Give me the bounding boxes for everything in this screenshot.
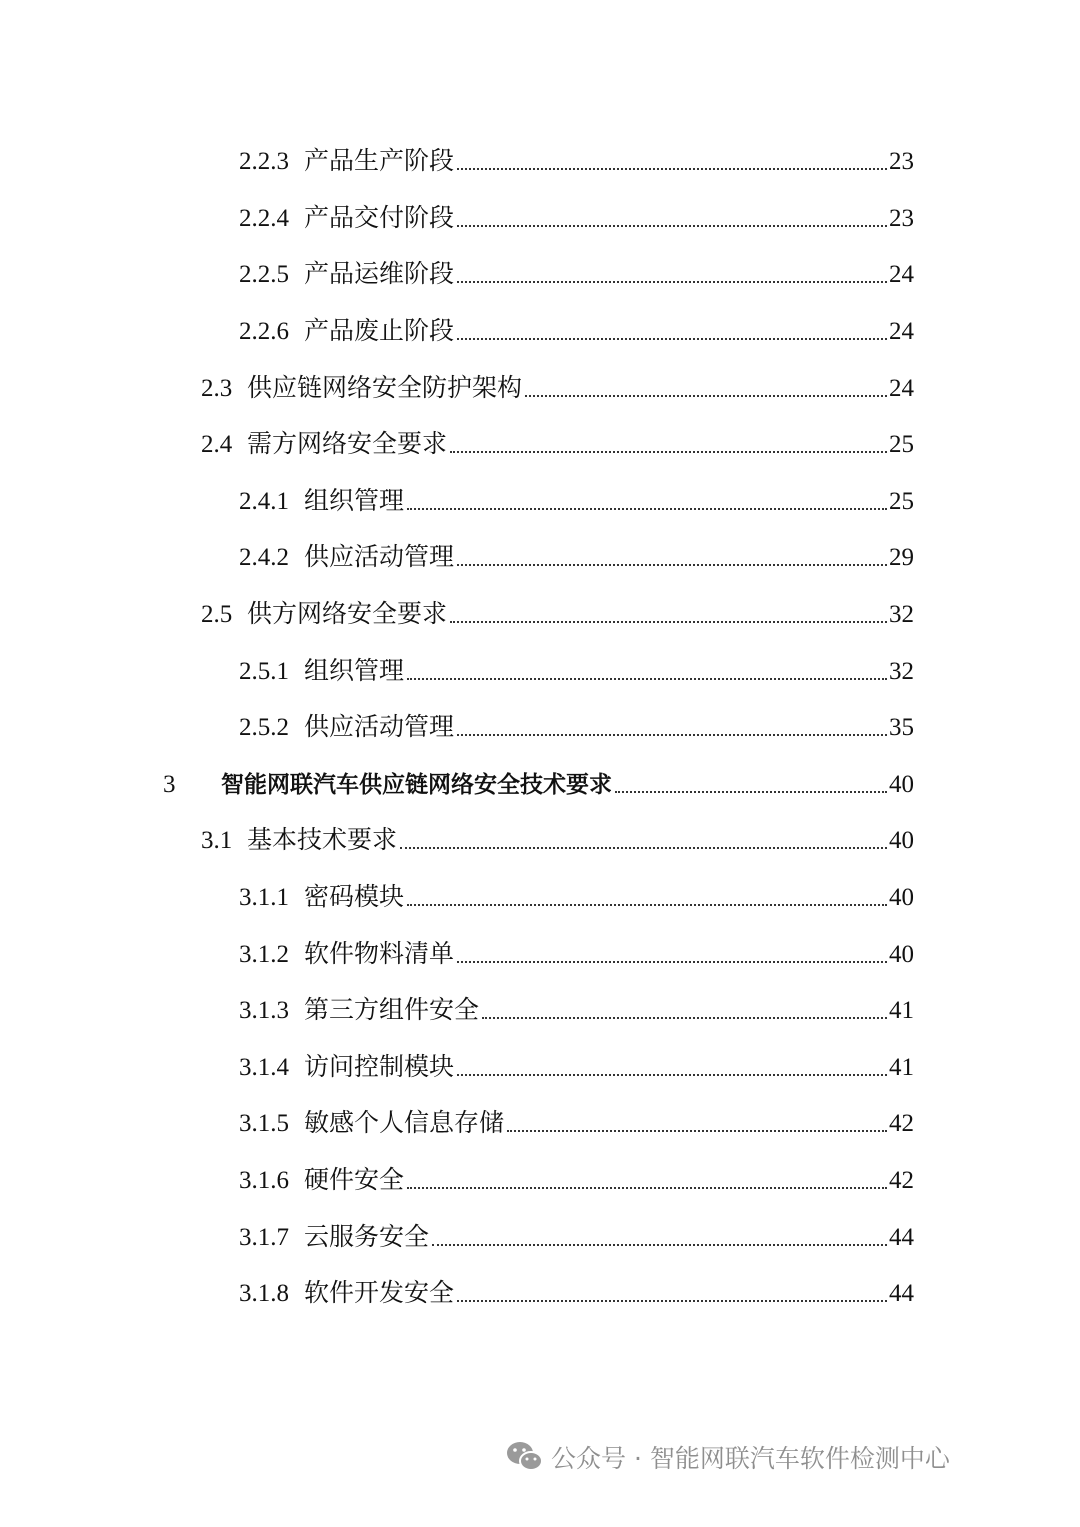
dot-leader [407,1187,887,1189]
toc-entry-page: 29 [889,544,914,571]
toc-entry-title: 供应链网络安全防护架构 [247,375,523,402]
toc-entry-number: 3.1.1 [239,884,289,911]
toc-entry-number: 2.5.1 [239,658,289,685]
toc-entry[interactable] [239,194,914,234]
toc-entry-page: 32 [889,601,914,628]
toc-entry-page: 42 [889,1167,914,1194]
toc-entry[interactable] [201,590,914,630]
toc-entry-number: 3.1.8 [239,1280,289,1307]
toc-entry[interactable] [239,1099,914,1139]
toc-entry[interactable] [239,1156,914,1196]
toc-entry-number: 3.1 [201,827,233,854]
toc-entry-page: 35 [889,714,914,741]
toc-entry[interactable] [239,137,914,177]
toc-entry-number: 3 [163,771,176,798]
toc-entry-page: 23 [889,205,914,232]
toc-entry-title: 第三方组件安全 [304,997,480,1024]
toc-entry-title: 产品交付阶段 [304,205,455,232]
dot-leader [457,961,887,963]
toc-entry-number: 3.1.7 [239,1224,289,1251]
toc-entry[interactable] [239,1213,914,1253]
toc-entry-number: 2.5 [201,601,233,628]
toc-entry[interactable] [239,1043,914,1083]
toc-entry-title: 软件物料清单 [304,941,455,968]
toc-entry[interactable] [239,647,914,687]
toc-entry-title: 软件开发安全 [304,1280,455,1307]
toc-entry-title: 产品生产阶段 [304,148,455,175]
toc-entry-title: 敏感个人信息存储 [304,1110,505,1137]
dot-leader [407,508,887,510]
toc-entry-number: 2.2.5 [239,261,289,288]
toc-entry[interactable] [239,930,914,970]
toc-entry-number: 2.3 [201,375,233,402]
toc-entry-number: 3.1.4 [239,1054,289,1081]
dot-leader [450,621,887,623]
toc-entry-page: 40 [889,827,914,854]
toc-entry-number: 2.2.6 [239,318,289,345]
toc-entry-title: 智能网联汽车供应链网络安全技术要求 [221,772,612,798]
toc-entry-number: 3.1.3 [239,997,289,1024]
toc-entry[interactable] [239,477,914,517]
toc-entry-title: 密码模块 [304,884,405,911]
toc-entry-title: 需方网络安全要求 [247,431,448,458]
toc-entry-page: 41 [889,997,914,1024]
toc-entry-number: 2.2.3 [239,148,289,175]
dot-leader [457,1074,887,1076]
dot-leader [457,1300,887,1302]
toc-entry[interactable] [201,816,914,856]
dot-leader [432,1244,887,1246]
dot-leader [457,564,887,566]
dot-leader [407,678,887,680]
toc-entry[interactable] [239,250,914,290]
dot-leader [457,338,887,340]
toc-entry[interactable] [239,307,914,347]
toc-entry[interactable] [201,364,914,404]
toc-entry-page: 24 [889,375,914,402]
toc-entry-number: 3.1.6 [239,1167,289,1194]
toc-entry[interactable] [239,703,914,743]
dot-leader [457,281,887,283]
toc-entry[interactable] [163,760,914,800]
toc-entry-page: 25 [889,431,914,458]
toc-entry-title: 硬件安全 [304,1167,405,1194]
toc-entry-title: 基本技术要求 [247,827,398,854]
watermark [505,1437,950,1477]
toc-entry-page: 41 [889,1054,914,1081]
toc-entry[interactable] [239,1269,914,1309]
toc-entry[interactable] [239,533,914,573]
toc-entry-page: 42 [889,1110,914,1137]
toc-entry-number: 2.4.2 [239,544,289,571]
toc-entry-number: 2.4.1 [239,488,289,515]
toc-entry-page: 23 [889,148,914,175]
dot-leader [615,791,887,793]
toc-entry-title: 供方网络安全要求 [247,601,448,628]
toc-entry-number: 2.4 [201,431,233,458]
toc-entry-page: 40 [889,771,914,798]
toc-entry-page: 40 [889,884,914,911]
toc-entry-title: 组织管理 [304,488,405,515]
toc-entry-title: 产品废止阶段 [304,318,455,345]
dot-leader [450,451,887,453]
toc-entry-title: 供应活动管理 [304,544,455,571]
toc-entry-title: 产品运维阶段 [304,261,455,288]
toc-entry-page: 44 [889,1280,914,1307]
toc-entry[interactable] [201,420,914,460]
toc-entry-title: 访问控制模块 [304,1054,455,1081]
toc-entry-title: 云服务安全 [304,1224,430,1251]
dot-leader [482,1017,887,1019]
toc-entry-page: 25 [889,488,914,515]
toc-entry-page: 32 [889,658,914,685]
toc-entry-number: 3.1.2 [239,941,289,968]
toc-entry-page: 44 [889,1224,914,1251]
toc-entry-number: 3.1.5 [239,1110,289,1137]
toc-entry-page: 40 [889,941,914,968]
dot-leader [457,734,887,736]
watermark-text: 公众号 · 智能网联汽车软件检测中心 [551,1444,950,1473]
wechat-icon [505,1439,545,1475]
dot-leader [525,395,887,397]
toc-entry-page: 24 [889,318,914,345]
toc-entry-page: 24 [889,261,914,288]
dot-leader [407,904,887,906]
dot-leader [457,225,887,227]
toc-entry-title: 供应活动管理 [304,714,455,741]
toc-entry-number: 2.5.2 [239,714,289,741]
toc-entry-title: 组织管理 [304,658,405,685]
dot-leader [457,168,887,170]
dot-leader [400,847,887,849]
dot-leader [507,1130,887,1132]
toc-entry[interactable] [239,986,914,1026]
toc-entry-number: 2.2.4 [239,205,289,232]
toc-entry[interactable] [239,873,914,913]
